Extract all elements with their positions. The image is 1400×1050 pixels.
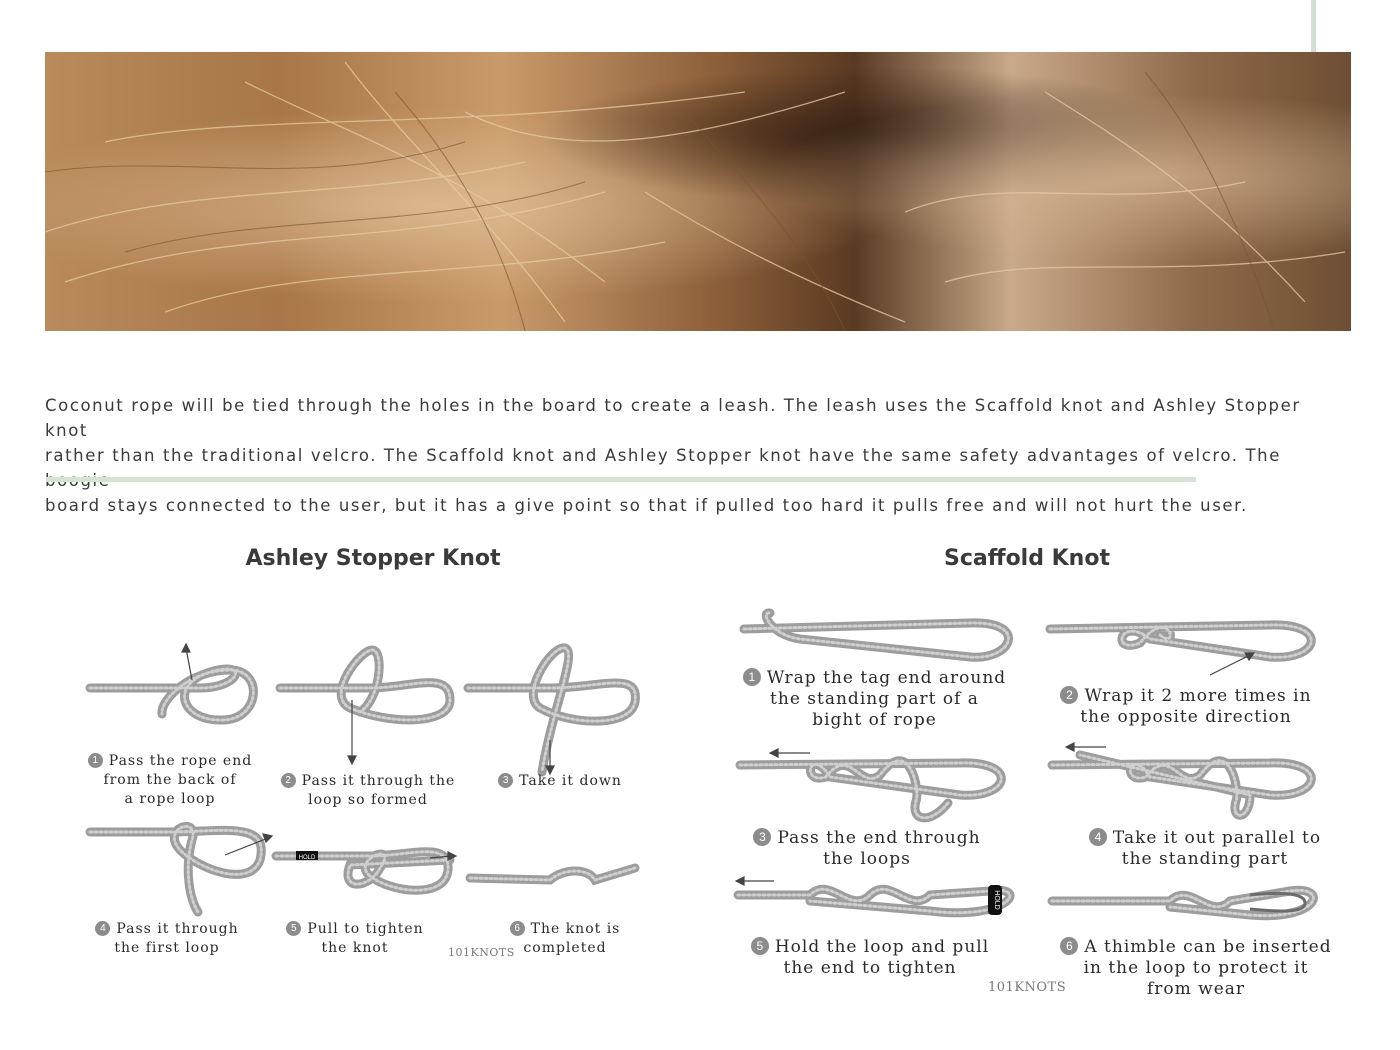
intro-line: Coconut rope will be tied through the holes in the board to create a leash. The leash uses the Scaffold knot and Ashley Stopper knot bbox=[45, 396, 1301, 440]
ashley-step-5-number: 5 bbox=[286, 921, 301, 936]
ashley-step-3-caption: 3 Take it down bbox=[490, 772, 630, 791]
ashley-step-4-caption: 4 Pass it through the first loop bbox=[82, 920, 252, 958]
ashley-step-6-number: 6 bbox=[510, 921, 525, 936]
scaffold-step-4-number: 4 bbox=[1089, 828, 1107, 846]
intro-line: board stays connected to the user, but it has a give point so that if pulled too hard it pulls free and will not hurt the user. bbox=[45, 496, 1248, 515]
intro-divider bbox=[46, 477, 1196, 482]
scaffold-step-2-rope bbox=[1050, 625, 1311, 657]
scaffold-knot-diagram bbox=[730, 595, 1330, 945]
ashley-step-1-number: 1 bbox=[88, 753, 103, 768]
scaffold-step-1-caption: 1 Wrap the tag end around the standing part of a bight of rope bbox=[732, 668, 1017, 731]
scaffold-step-5-caption: 5 Hold the loop and pull the end to tighten bbox=[730, 937, 1010, 979]
scaffold-step-3-rope bbox=[740, 761, 1001, 818]
scaffold-step-4-caption: 4 Take it out parallel to the standing part bbox=[1060, 828, 1350, 870]
scaffold-step-6-caption: 6 A thimble can be inserted in the loop to protect it from wear bbox=[1046, 937, 1346, 1000]
ashley-step-2-caption: 2 Pass it through the loop so formed bbox=[278, 772, 458, 810]
ashley-step-2-number: 2 bbox=[281, 773, 296, 788]
ashley-step-6-caption: 6 The knot is completed bbox=[495, 920, 635, 958]
ashley-knot-title: Ashley Stopper Knot bbox=[245, 546, 501, 571]
scaffold-step-3-number: 3 bbox=[753, 828, 771, 846]
ashley-101knots-watermark: 101KNOTS bbox=[448, 946, 515, 959]
scaffold-hold-tag-text: HOLD bbox=[993, 890, 1000, 910]
coconut-fiber-texture bbox=[45, 52, 1351, 331]
intro-line: rather than the traditional velcro. The Scaffold knot and Ashley Stopper knot have the same safety advantages of velcro. The bbox=[45, 446, 1281, 465]
ashley-step-3-number: 3 bbox=[498, 773, 513, 788]
scaffold-step-5-number: 5 bbox=[751, 937, 769, 955]
intro-paragraph bbox=[45, 393, 1315, 518]
scaffold-step-2-number: 2 bbox=[1060, 686, 1078, 704]
ashley-step-3-rope bbox=[468, 648, 635, 772]
ashley-step-1-caption: 1 Pass the rope end from the back of a rope loop bbox=[85, 752, 255, 809]
scaffold-step-1-number: 1 bbox=[743, 668, 761, 686]
scaffold-101knots-watermark: 101KNOTS bbox=[988, 980, 1067, 995]
scaffold-step-6-number: 6 bbox=[1060, 937, 1078, 955]
hero-coconut-photo bbox=[45, 52, 1351, 331]
scaffold-knot-title: Scaffold Knot bbox=[944, 546, 1110, 571]
scaffold-step-3-caption: 3 Pass the end through the loops bbox=[732, 828, 1002, 870]
ashley-hold-tag-text: HOLD bbox=[298, 855, 316, 861]
ashley-step-4-number: 4 bbox=[95, 921, 110, 936]
scaffold-step-2-caption: 2 Wrap it 2 more times in the opposite direction bbox=[1046, 686, 1326, 728]
ashley-step-5-caption: 5 Pull to tighten the knot bbox=[270, 920, 440, 958]
